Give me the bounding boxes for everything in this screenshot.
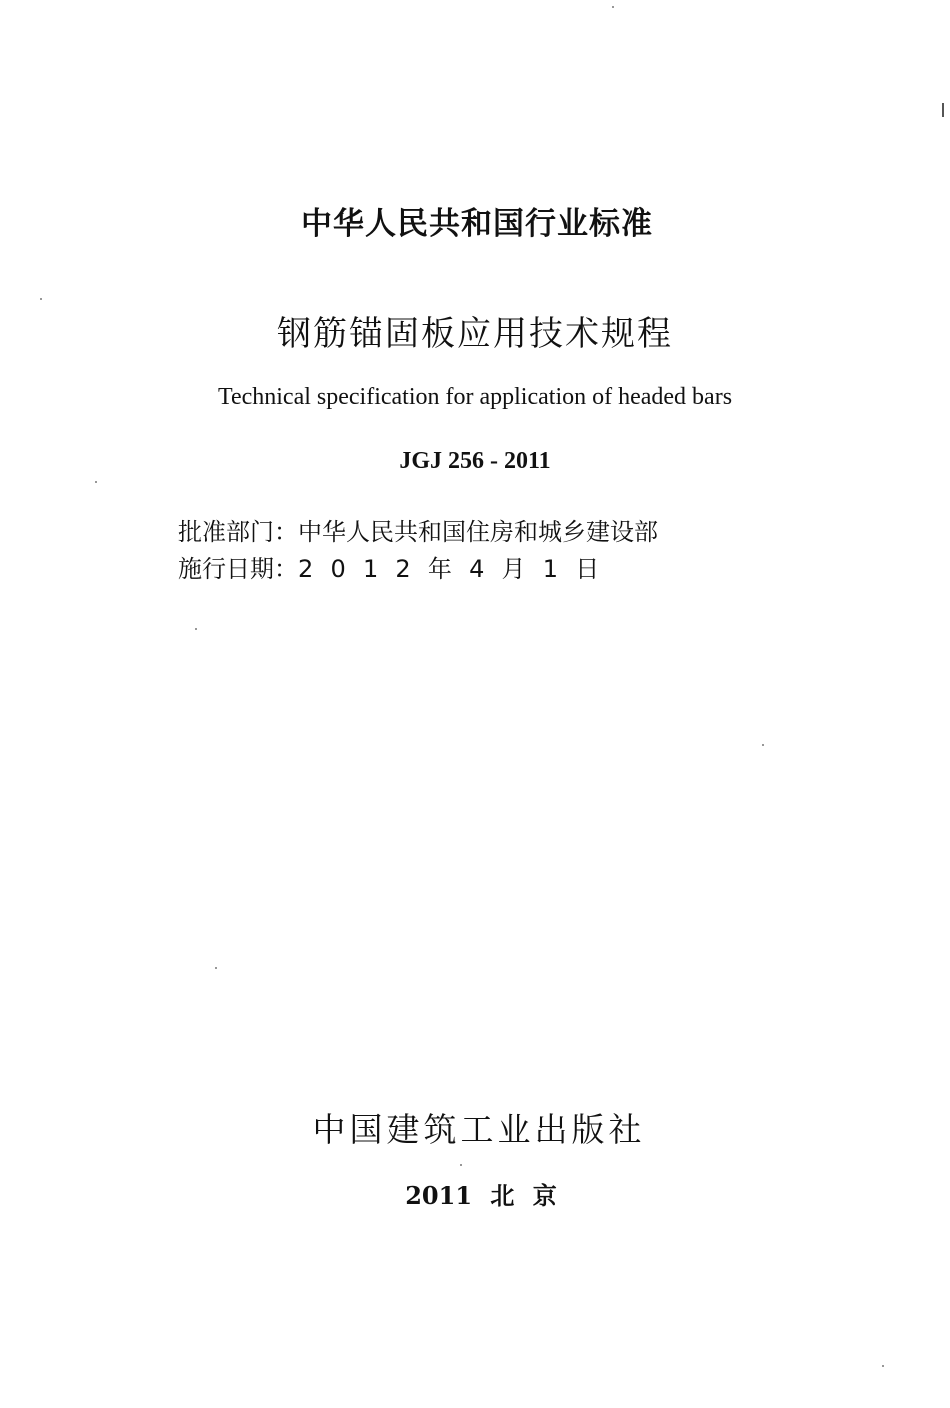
scan-speck [460, 1164, 462, 1166]
scan-speck [95, 481, 97, 483]
scan-speck [882, 1365, 884, 1367]
effective-date-label: 施行日期： [178, 555, 298, 583]
publication-year-city: 2011 北 京 [405, 1181, 557, 1210]
scan-speck [762, 744, 764, 746]
approval-department-value: 中华人民共和国住房和城乡建设部 [298, 518, 658, 546]
scan-edge-mark [942, 103, 944, 117]
approval-department-label: 批准部门： [178, 518, 298, 546]
effective-date-row [178, 549, 616, 584]
standard-category-title: 中华人民共和国行业标准 [301, 206, 653, 242]
effective-date-value: 2012年4月1日 [298, 555, 617, 583]
scan-speck [40, 298, 42, 300]
approval-department-row [178, 512, 658, 547]
scan-speck [612, 6, 614, 8]
english-title: Technical specification for application of headed bars [217, 384, 733, 410]
scan-speck [195, 628, 197, 630]
publisher-name: 中国建筑工业出版社 [312, 1110, 646, 1149]
standard-code: JGJ 256 - 2011 [399, 448, 551, 474]
document-title: 钢筋锚固板应用技术规程 [277, 314, 673, 354]
scan-speck [215, 967, 217, 969]
